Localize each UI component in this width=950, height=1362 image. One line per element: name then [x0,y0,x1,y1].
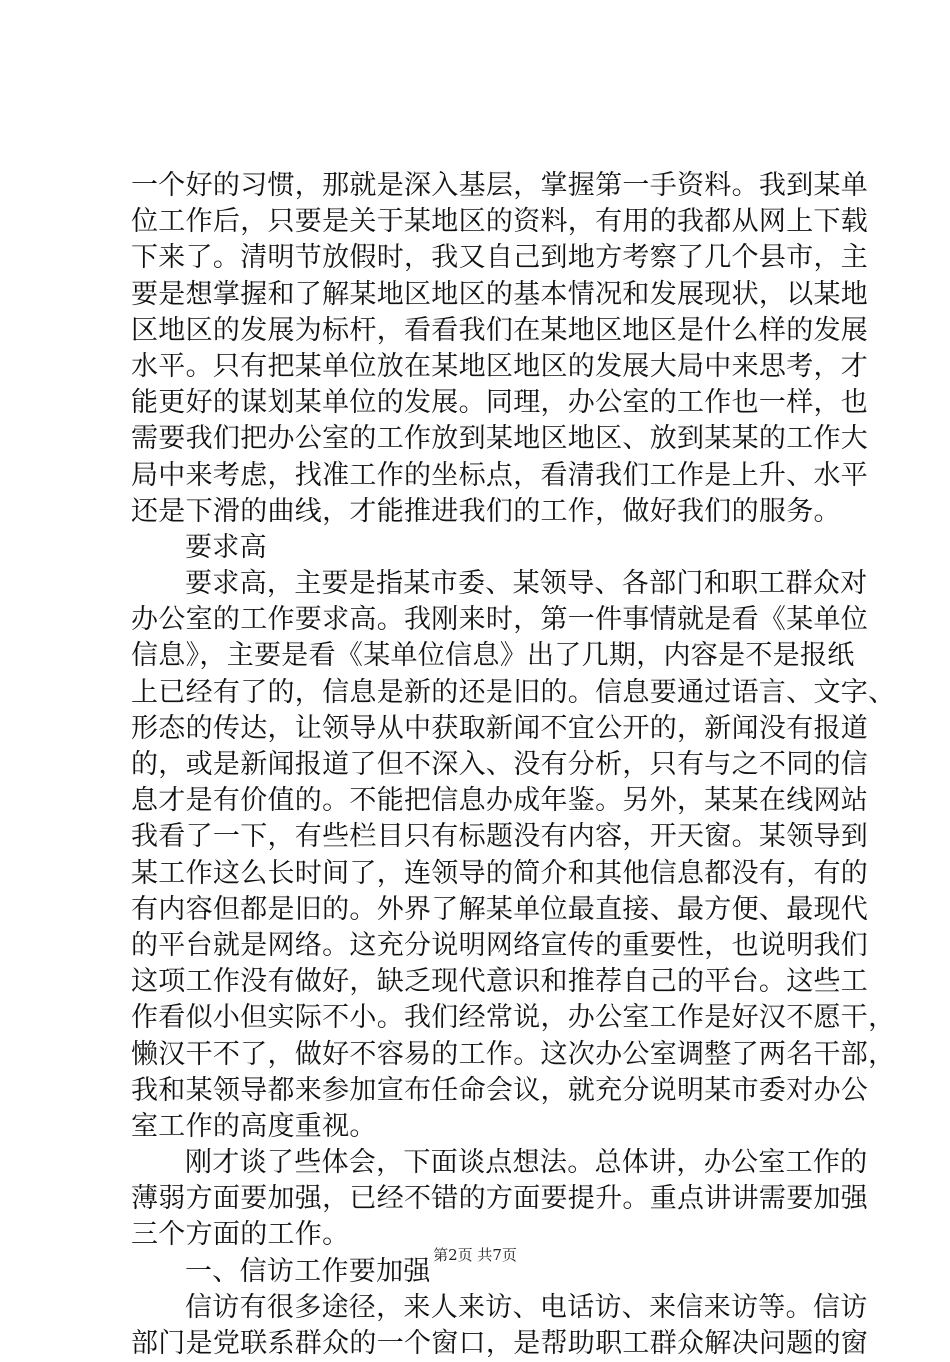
text-line: 某工作这么长时间了，连领导的简介和其他信息都没有，有的 [131,857,869,889]
text-line: 区地区的发展为标杆，看看我们在某地区地区是什么样的发展 [131,314,869,346]
heading-high-requirements [131,530,831,566]
document-body [131,168,896,1362]
text-line: 作看似小但实际不小。我们经常说，办公室工作是好汉不愿干， [131,1002,896,1034]
text-line: 一、信访工作要加强 [185,1255,431,1287]
text-line: 这项工作没有做好，缺乏现代意识和推荐自己的平台。这些工 [131,966,869,998]
text-line: 的，或是新闻报道了但不深入、没有分析，只有与之不同的信 [131,749,869,780]
text-line: 薄弱方面要加强，已经不错的方面要提升。重点讲讲需要加强 [131,1183,869,1215]
text-line: 息才是有价值的。不能把信息办成年鉴。另外，某某在线网站 [131,785,869,817]
text-line: 有内容但都是旧的。外界了解某单位最直接、最方便、最现代 [131,893,869,925]
page-number: 第2页 共7页 [433,1246,517,1264]
paragraph-high-requirements [131,566,896,1145]
text-line: 部门是党联系群众的一个窗口，是帮助职工群众解决问题的窗 [131,1328,869,1359]
paragraph-habit [131,168,869,530]
text-line: 信访有很多途径，来人来访、电话访、来信来访等。信访 [185,1291,868,1323]
text-line: 室工作的高度重视。 [131,1110,377,1142]
text-line: 信息》，主要是看《某单位信息》出了几期，内容是不是报纸 [131,640,855,672]
text-line: 刚才谈了些体会，下面谈点想法。总体讲，办公室工作的 [185,1147,868,1179]
text-line: 我和某领导都来参加宣布任命会议，就充分说明某市委对办公 [131,1074,869,1106]
text-line: 需要我们把办公室的工作放到某地区地区、放到某某的工作大 [131,423,869,455]
text-line: 下来了。清明节放假时，我又自己到地方考察了几个县市，主 [131,242,869,274]
text-line: 还是下滑的曲线，才能推进我们的工作，做好我们的服务。 [131,495,841,527]
paragraph-thoughts [131,1145,869,1254]
text-line: 懒汉干不了，做好不容易的工作。这次办公室调整了两名干部， [131,1038,896,1070]
text-line: 办公室的工作要求高。我刚来时，第一件事情就是看《某单位 [131,604,869,636]
text-line: 能更好的谋划某单位的发展。同理，办公室的工作也一样，也 [131,387,869,419]
text-line: 位工作后，只要是关于某地区的资料，有用的我都从网上下载 [131,206,869,238]
text-line: 要是想掌握和了解某地区地区的基本情况和发展现状，以某地 [131,278,869,310]
text-line: 要求高，主要是指某市委、某领导、各部门和职工群众对 [185,568,868,600]
text-line: 水平。只有把某单位放在某地区地区的发展大局中来思考，才 [131,350,869,382]
text-line: 三个方面的工作。 [131,1219,350,1251]
text-line: 一个好的习惯，那就是深入基层，掌握第一手资料。我到某单 [131,170,869,201]
text-line: 的平台就是网络。这充分说明网络宣传的重要性，也说明我们 [131,929,869,961]
paragraph-petition [131,1290,869,1362]
text-line: 局中来考虑，找准工作的坐标点，看清我们工作是上升、水平 [131,459,869,491]
text-line: 我看了一下，有些栏目只有标题没有内容，开天窗。某领导到 [131,821,869,853]
text-line: 上已经有了的，信息是新的还是旧的。信息要通过语言、文字、 [131,676,896,708]
page-footer [0,1244,950,1265]
text-line: 形态的传达，让领导从中获取新闻不宜公开的，新闻没有报道 [131,712,869,744]
text-line: 要求高 [185,531,267,563]
